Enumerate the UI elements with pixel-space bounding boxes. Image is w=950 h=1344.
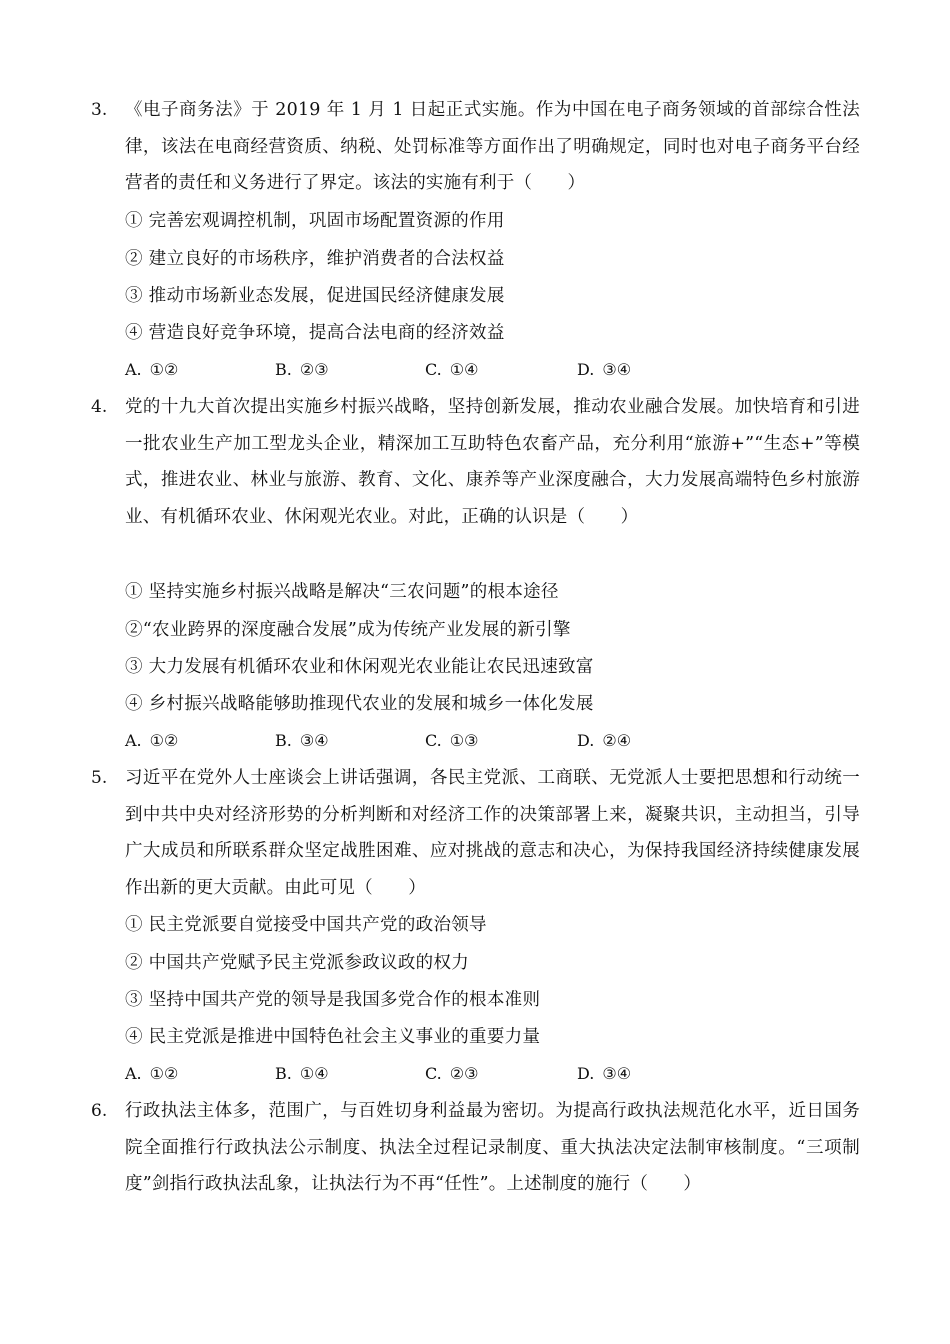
choice-d[interactable]: D. ③④	[577, 360, 632, 379]
answer-choices	[125, 1059, 825, 1089]
choice-c[interactable]: C. ①③	[425, 731, 479, 750]
choice-b[interactable]: B. ③④	[275, 731, 329, 750]
choice-b[interactable]: B. ①④	[275, 1064, 329, 1083]
option-1: ① 民主党派要自觉接受中国共产党的政治领导	[125, 915, 487, 935]
question-number: 5.	[91, 768, 108, 788]
question-number: 4.	[91, 397, 108, 417]
option-4: ④ 乡村振兴战略能够助推现代农业的发展和城乡一体化发展	[125, 694, 594, 714]
option-3: ③ 坚持中国共产党的领导是我国多党合作的根本准则	[125, 990, 541, 1010]
choice-d[interactable]: D. ②④	[577, 731, 632, 750]
option-2: ② 建立良好的市场秩序，维护消费者的合法权益	[125, 249, 505, 269]
choice-d[interactable]: D. ③④	[577, 1064, 632, 1083]
option-1: ① 坚持实施乡村振兴战略是解决“三农问题”的根本途径	[125, 582, 559, 602]
answer-choices	[125, 726, 825, 756]
question-stem: 《电子商务法》于 2019 年 1 月 1 日起正式实施。作为中国在电子商务领域的首部综合性法律，该法在电商经营资质、纳税、处罚标准等方面作出了明确规定，同时也对电子商务平台经营者的责任和义务进行了界定。该法的实施有利于（ ）	[125, 100, 860, 194]
answer-choices	[125, 355, 825, 385]
option-4: ④ 营造良好竞争环境，提高合法电商的经济效益	[125, 323, 505, 343]
option-3: ③ 推动市场新业态发展，促进国民经济健康发展	[125, 286, 505, 306]
option-4: ④ 民主党派是推进中国特色社会主义事业的重要力量	[125, 1027, 541, 1047]
choice-a[interactable]: A. ①②	[125, 360, 179, 379]
question-stem: 党的十九大首次提出实施乡村振兴战略，坚持创新发展，推动农业融合发展。加快培育和引进一批农业生产加工型龙头企业，精深加工互助特色农畜产品，充分利用“旅游+”“生态+”等模式，推进农业、林业与旅游、教育、文化、康养等产业深度融合，大力发展高端特色乡村旅游业、有机循环农业、休闲观光农业。对此，正确的认识是（ ）	[125, 397, 860, 527]
choice-c[interactable]: C. ①④	[425, 360, 479, 379]
choice-c[interactable]: C. ②③	[425, 1064, 479, 1083]
choice-a[interactable]: A. ①②	[125, 731, 179, 750]
question-number: 3.	[91, 100, 108, 120]
option-2: ②“农业跨界的深度融合发展”成为传统产业发展的新引擎	[125, 620, 571, 640]
question-stem: 行政执法主体多，范围广，与百姓切身利益最为密切。为提高行政执法规范化水平，近日国务院全面推行行政执法公示制度、执法全过程记录制度、重大执法决定法制审核制度。“三项制度”剑指行政执法乱象，让执法行为不再“任性”。上述制度的施行（ ）	[125, 1101, 860, 1195]
option-3: ③ 大力发展有机循环农业和休闲观光农业能让农民迅速致富	[125, 657, 594, 677]
question-stem: 习近平在党外人士座谈会上讲话强调，各民主党派、工商联、无党派人士要把思想和行动统一到中共中央对经济形势的分析判断和对经济工作的决策部署上来，凝聚共识，主动担当，引导广大成员和所联系群众坚定战胜困难、应对挑战的意志和决心，为保持我国经济持续健康发展作出新的更大贡献。由此可见（ ）	[125, 768, 860, 898]
option-1: ① 完善宏观调控机制，巩固市场配置资源的作用	[125, 211, 505, 231]
choice-a[interactable]: A. ①②	[125, 1064, 179, 1083]
question-number: 6.	[91, 1101, 108, 1121]
option-2: ② 中国共产党赋予民主党派参政议政的权力	[125, 953, 470, 973]
choice-b[interactable]: B. ②③	[275, 360, 329, 379]
